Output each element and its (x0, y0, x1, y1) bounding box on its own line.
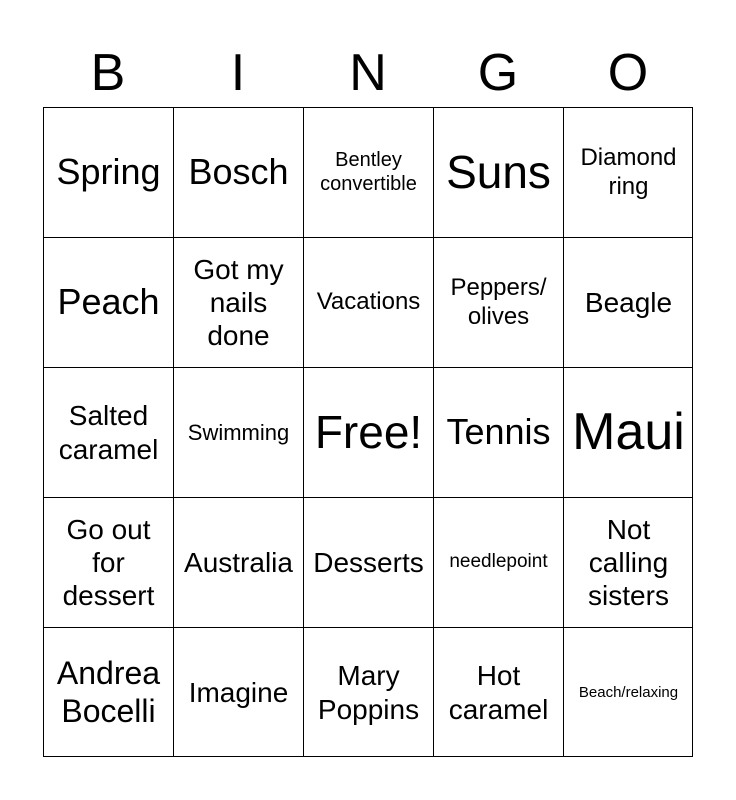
cell-label: Peach (57, 281, 160, 323)
bingo-cell[interactable] (433, 107, 563, 237)
bingo-cell[interactable] (563, 367, 693, 497)
cell-label: Maui (572, 402, 685, 461)
bingo-cell[interactable] (43, 497, 173, 627)
cell-label: Australia (184, 546, 293, 578)
bingo-cell[interactable] (563, 497, 693, 627)
bingo-cell[interactable] (173, 627, 303, 757)
bingo-cell[interactable] (173, 367, 303, 497)
bingo-cell[interactable] (43, 627, 173, 757)
cell-label: Not calling sisters (588, 513, 669, 612)
bingo-cell[interactable] (43, 107, 173, 237)
bingo-cell[interactable] (43, 237, 173, 367)
cell-label: Suns (446, 146, 551, 199)
bingo-cell[interactable] (303, 237, 433, 367)
bingo-cell[interactable] (173, 497, 303, 627)
header-letter-g: G (477, 44, 519, 102)
bingo-cell[interactable] (563, 107, 693, 237)
cell-label: Andrea Bocelli (56, 654, 161, 729)
header-letter-o: O (607, 44, 649, 102)
header-letter-i: I (230, 44, 246, 102)
bingo-cell[interactable] (563, 237, 693, 367)
header-letter-n: N (349, 44, 387, 102)
cell-label: Swimming (187, 419, 290, 445)
cell-label: Hot caramel (448, 660, 549, 725)
cell-label: Peppers/ olives (450, 274, 547, 330)
cell-label: Beagle (584, 286, 673, 318)
bingo-cell[interactable] (433, 497, 563, 627)
bingo-cell[interactable] (173, 107, 303, 237)
cell-label: Go out for dessert (62, 513, 155, 612)
cell-label: Desserts (313, 546, 424, 578)
cell-label: Got my nails done (193, 253, 284, 352)
bingo-cell[interactable] (303, 107, 433, 237)
bingo-board (43, 107, 693, 757)
cell-label: Bentley convertible (320, 148, 417, 195)
bingo-cell[interactable] (303, 497, 433, 627)
cell-label: Free! (314, 406, 423, 459)
bingo-cell[interactable] (433, 367, 563, 497)
cell-label: Tennis (446, 411, 551, 453)
cell-label: needlepoint (449, 551, 548, 573)
bingo-header (43, 38, 693, 108)
cell-label: Diamond ring (580, 144, 677, 200)
bingo-cell[interactable] (563, 627, 693, 757)
free-space-cell[interactable] (303, 367, 433, 497)
cell-label: Imagine (188, 676, 289, 708)
bingo-cell[interactable] (43, 367, 173, 497)
bingo-cell[interactable] (173, 237, 303, 367)
cell-label: Mary Poppins (317, 660, 420, 725)
cell-label: Bosch (188, 151, 289, 193)
bingo-cell[interactable] (433, 237, 563, 367)
cell-label: Vacations (316, 288, 421, 316)
bingo-cell[interactable] (303, 627, 433, 757)
cell-label: Spring (56, 151, 161, 193)
header-letter-b: B (90, 44, 126, 102)
cell-label: Salted caramel (58, 400, 159, 465)
bingo-cell[interactable] (433, 627, 563, 757)
cell-label: Beach/relaxing (578, 683, 679, 701)
